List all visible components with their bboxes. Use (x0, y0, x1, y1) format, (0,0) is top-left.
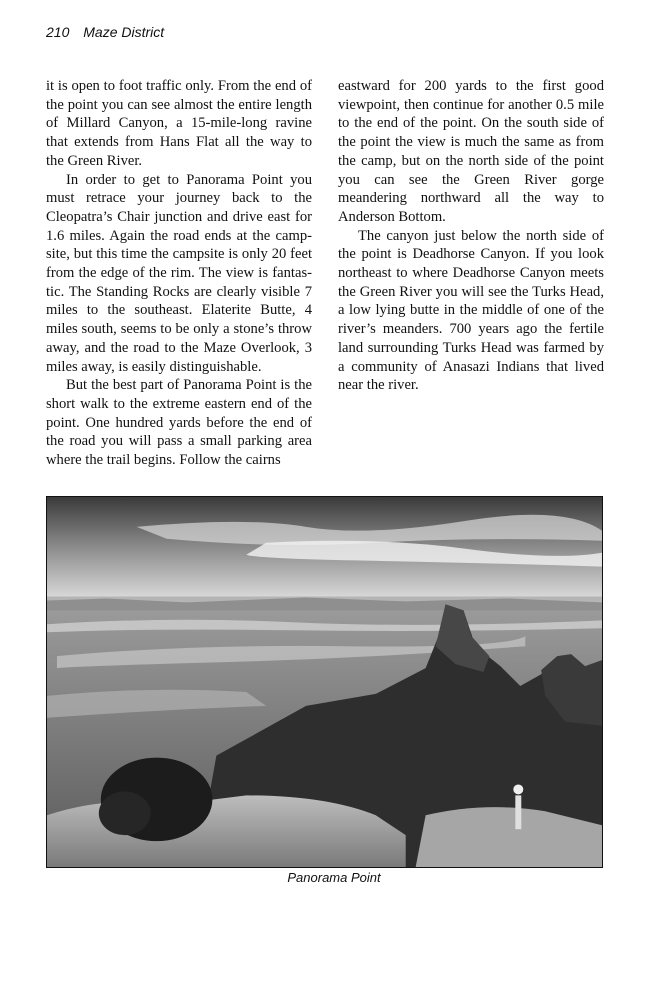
running-header (46, 24, 164, 40)
paragraph: But the best part of Panorama Point is the short walk to the extreme eastern end of the point. One hundred yards before the end of the road you will pass a small parking area where the trail begins. Follow the cairns (46, 377, 312, 469)
figure-caption: Panorama Point (287, 870, 381, 885)
landscape-illustration (47, 497, 602, 867)
text-column-left (46, 77, 312, 470)
paragraph: In order to get to Panorama Point you must retrace your journey back to the Cleopatra’s Chair junction and drive east for 1.6 miles. Again the road ends at the campsite, but this time the campsite is only 20 feet from the edge of the rim. The view is fantastic. The Standing Rocks are clearly visible 7 miles to the southeast. Elaterite Butte, 4 miles south, seems to be only a stone’s throw away, and the road to the Maze Overlook, 3 miles away, is easily distinguishable. (46, 171, 312, 375)
page-number: 210 (46, 24, 70, 40)
paragraph: The canyon just below the north side of the point is Deadhorse Canyon. If you look northeast to where Deadhorse Canyon meets the Green River you will see the Turks Head, a low lying butte in the middle of one of the river’s meanders. 700 years ago the fertile land surrounding Turks Head was farmed by a community of Anasazi Indians that lived near the river. (338, 227, 604, 394)
paragraph: it is open to foot traffic only. From the end of the point you can see almost the entire length of Millard Canyon, a 15-mile-long ravine that extends from Hans Flat all the way to the Green River. (46, 78, 312, 169)
text-column-right (338, 77, 604, 395)
panorama-point-photo (46, 496, 603, 868)
section-title: Maze District (83, 24, 165, 40)
paragraph: eastward for 200 yards to the first good viewpoint, then continue for another 0.5 mile to the end of the point. On the south side of the point the view is much the same as from the camp, but on the north side of the point you can see the Green River gorge meandering northward all the way to Anderson Bottom. (338, 78, 604, 225)
